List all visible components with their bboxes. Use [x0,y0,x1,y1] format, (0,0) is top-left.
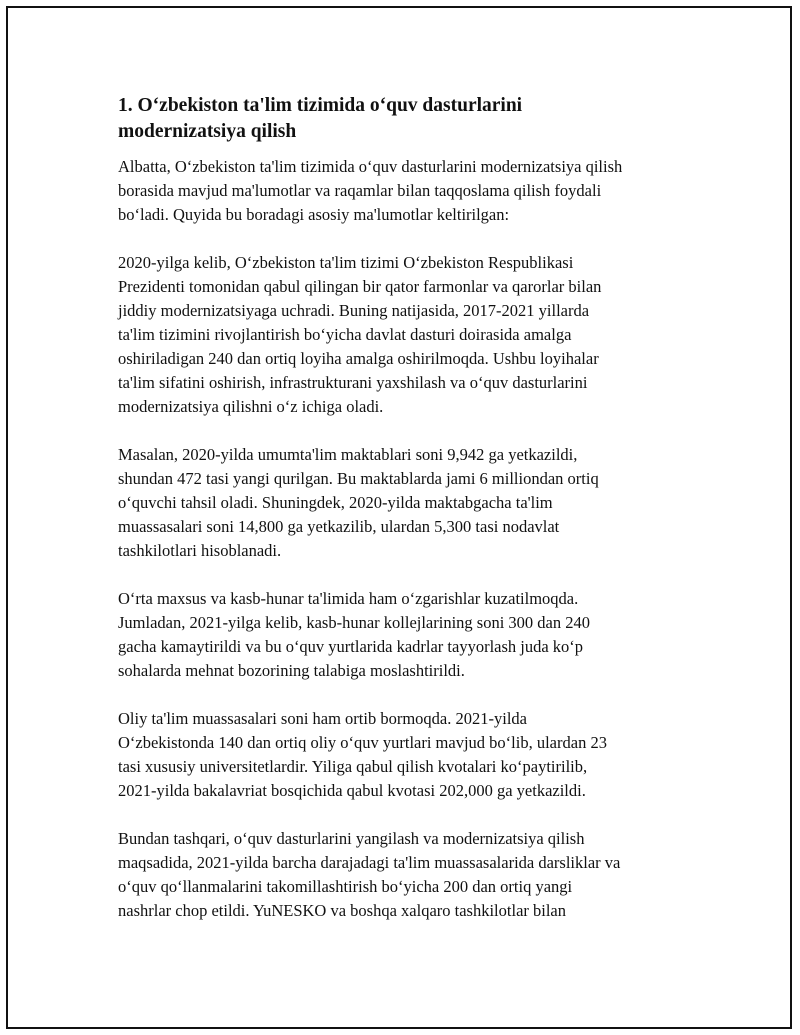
text-line: 2021-yilda bakalavriat bosqichida qabul kvotasi 202,000 ga yetkazildi. [118,781,586,800]
section-heading [118,93,688,145]
text-line: Oliy ta'lim muassasalari soni ham ortib bormoqda. 2021-yilda [118,709,527,728]
text-line: maqsadida, 2021-yilda barcha darajadagi ta'lim muassasalarida darsliklar va [118,853,621,872]
text-line: tasi xususiy universitetlardir. Yiliga qabul qilish kvotalari ko‘paytirilib, [118,757,588,776]
text-line: Bundan tashqari, o‘quv dasturlarini yangilash va modernizatsiya qilish [118,829,585,848]
text-line: Prezidenti tomonidan qabul qilingan bir qator farmonlar va qarorlar bilan [118,277,602,296]
heading-line: 1. O‘zbekiston ta'lim tizimida o‘quv dasturlarini [118,95,523,116]
text-line: Masalan, 2020-yilda umumta'lim maktablari soni 9,942 ga yetkazildi, [118,445,578,464]
text-line: o‘quvchi tahsil oladi. Shuningdek, 2020-yilda maktabgacha ta'lim [118,493,553,512]
paragraph-curriculum [118,827,688,923]
paragraph-higher-education [118,707,688,803]
text-line: Albatta, O‘zbekiston ta'lim tizimida o‘quv dasturlarini modernizatsiya qilish [118,157,623,176]
text-line: Jumladan, 2021-yilga kelib, kasb-hunar kollejlarining soni 300 dan 240 [118,613,590,632]
text-line: 2020-yilga kelib, O‘zbekiston ta'lim tizimi O‘zbekiston Respublikasi [118,253,574,272]
paragraph-2020-reforms [118,251,688,419]
text-line: ta'lim sifatini oshirish, infrastrukturani yaxshilash va o‘quv dasturlarini [118,373,588,392]
text-line: shundan 472 tasi yangi qurilgan. Bu maktablarda jami 6 milliondan ortiq [118,469,599,488]
paragraph-vocational [118,587,688,683]
text-line: ta'lim tizimini rivojlantirish bo‘yicha davlat dasturi doirasida amalga [118,325,572,344]
text-line: muassasalari soni 14,800 ga yetkazilib, ulardan 5,300 tasi nodavlat [118,517,560,536]
paragraph-schools [118,443,688,563]
text-line: O‘rta maxsus va kasb-hunar ta'limida ham o‘zgarishlar kuzatilmoqda. [118,589,579,608]
paragraph-intro [118,155,688,227]
text-line: tashkilotlari hisoblanadi. [118,541,282,560]
document-body [118,93,688,947]
text-line: sohalarda mehnat bozorining talabiga moslashtirildi. [118,661,465,680]
text-line: borasida mavjud ma'lumotlar va raqamlar bilan taqqoslama qilish foydali [118,181,602,200]
text-line: gacha kamaytirildi va bu o‘quv yurtlarida kadrlar tayyorlash juda ko‘p [118,637,584,656]
text-line: modernizatsiya qilishni o‘z ichiga oladi. [118,397,384,416]
text-line: oshiriladigan 240 dan ortiq loyiha amalga oshirilmoqda. Ushbu loyihalar [118,349,599,368]
text-line: o‘quv qo‘llanmalarini takomillashtirish bo‘yicha 200 dan ortiq yangi [118,877,573,896]
text-line: nashrlar chop etildi. YuNESKO va boshqa xalqaro tashkilotlar bilan [118,901,566,920]
text-line: O‘zbekistonda 140 dan ortiq oliy o‘quv yurtlari mavjud bo‘lib, ulardan 23 [118,733,607,752]
heading-line: modernizatsiya qilish [118,121,297,142]
text-line: bo‘ladi. Quyida bu boradagi asosiy ma'lumotlar keltirilgan: [118,205,510,224]
text-line: jiddiy modernizatsiyaga uchradi. Buning natijasida, 2017-2021 yillarda [118,301,590,320]
